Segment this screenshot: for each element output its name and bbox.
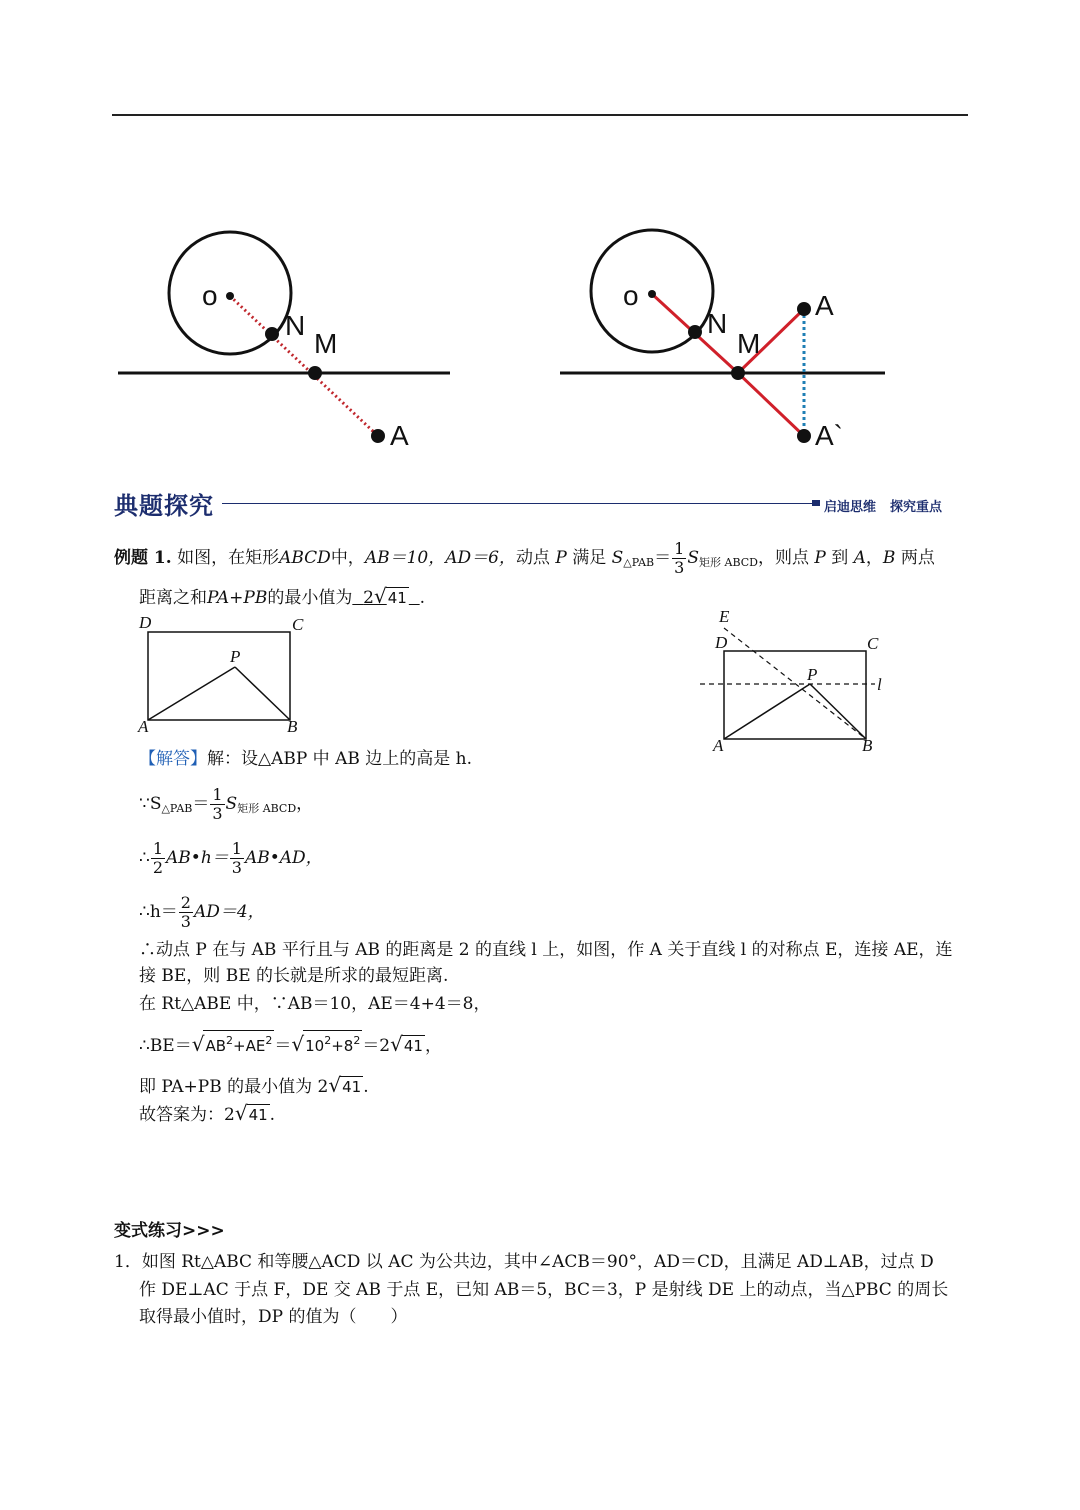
section-tags xyxy=(824,496,956,515)
solution-line-3: ∴ $\frac{1}{2}$ AB•h＝ $\frac{1}{3}$ AB•AD， xyxy=(139,839,323,877)
point-o xyxy=(648,290,656,298)
point-m xyxy=(308,366,322,380)
solution-line-1: 【解答】解：设△ABP 中 AB 边上的高是 h. xyxy=(139,749,473,769)
solution-line-5: ∴动点 P 在与 AB 平行且与 AB 的距离是 2 的直线 l 上，如图，作 A 关于直线 l 的对称点 E，连接 AE，连 xyxy=(139,940,953,960)
solution-line-9: 即 PA+PB 的最小值为 2√41 . xyxy=(139,1073,369,1097)
label-b: B xyxy=(287,717,298,736)
segment-m-a-prime xyxy=(738,373,804,436)
solution-line-4: ∴h＝ $\frac{2}{3}$ AD＝4， xyxy=(139,893,265,931)
solution-line-6: 接 BE，则 BE 的长就是所求的最短距离. xyxy=(139,966,449,986)
label-o: o xyxy=(623,280,639,311)
fraction-one-third: $\frac{1}{3}$ xyxy=(674,539,685,577)
tag-inspire: 启迪思维 xyxy=(824,500,877,515)
example-answer: 2√41 xyxy=(363,584,407,608)
label-l: l xyxy=(877,675,882,694)
section-divider-cap xyxy=(812,500,820,506)
point-o xyxy=(226,292,234,300)
practice-q1-line-1: 1．如图 Rt△ABC 和等腰△ACD 以 AC 为公共边，其中∠ACB＝90°，AD＝CD，且满足 AD⊥AB，过点 D xyxy=(114,1252,934,1272)
point-a xyxy=(797,302,811,316)
label-m: M xyxy=(314,328,338,359)
label-n: N xyxy=(285,310,306,341)
point-a-prime xyxy=(797,429,811,443)
figure-rectangle-right xyxy=(695,604,895,759)
practice-title: 变式练习>>> xyxy=(114,1221,225,1241)
label-a: A xyxy=(713,736,724,755)
point-n xyxy=(265,327,279,341)
label-p: P xyxy=(807,665,818,684)
label-p: P xyxy=(230,647,241,666)
practice-q1-line-2: 作 DE⊥AC 于点 F，DE 交 AB 于点 E，已知 AB＝5，BC＝3，P 是射线 DE 上的动点，当△PBC 的周长 xyxy=(139,1280,949,1300)
section-divider xyxy=(222,503,818,504)
solution-line-8: $\therefore BE=√AB^2+AE^2 =√10^2+8^2 =2√41$ ， xyxy=(139,1032,442,1056)
header-rule xyxy=(112,114,968,116)
point-a xyxy=(371,429,385,443)
figure-circle-line-left xyxy=(110,225,460,455)
label-a: A xyxy=(815,290,834,321)
label-e: E xyxy=(719,607,730,626)
tag-explore: 探究重点 xyxy=(890,500,943,515)
figure-circle-line-right xyxy=(555,225,895,455)
label-a: A xyxy=(390,420,409,451)
label-o: o xyxy=(202,280,218,311)
practice-q1-line-3: 取得最小值时，DP 的值为（ ） xyxy=(139,1307,408,1327)
point-m xyxy=(731,366,745,380)
solution-line-2: $\because S_{\triangle PAB}=$ $\frac{1}{3}$ $S_{矩形 ABCD}$， xyxy=(139,785,314,823)
label-a: A xyxy=(138,717,149,736)
figure-rectangle-left xyxy=(135,612,315,737)
solution-tag: 【解答】 xyxy=(139,749,207,769)
example-label: 例题 1. xyxy=(114,548,172,568)
example-line-2: 距离之和PA+PB的最小值为 2√41 . xyxy=(139,584,426,608)
label-n: N xyxy=(707,308,728,339)
label-d: D xyxy=(139,613,152,632)
label-c: C xyxy=(867,634,879,653)
point-n xyxy=(688,325,702,339)
solution-line-10: 故答案为：2√41 . xyxy=(139,1101,276,1125)
example-line-1: 例题 1. 如图，在矩形ABCD中，AB＝10，AD＝6，动点 P 满足 $S_{\triangle PAB}=$ $\frac{1}{3}$ $S_{矩形 ABCD}$，则点 P 到 A，B 两点 xyxy=(114,539,935,577)
label-c: C xyxy=(292,615,304,634)
solution-line-7: 在 Rt△ABE 中，∵AB＝10，AE＝4+4＝8， xyxy=(139,994,491,1014)
label-a-prime: A` xyxy=(815,420,843,451)
label-d: D xyxy=(715,633,728,652)
label-b: B xyxy=(862,736,873,755)
label-m: M xyxy=(737,328,761,359)
section-title: 典题探究 xyxy=(114,492,214,520)
